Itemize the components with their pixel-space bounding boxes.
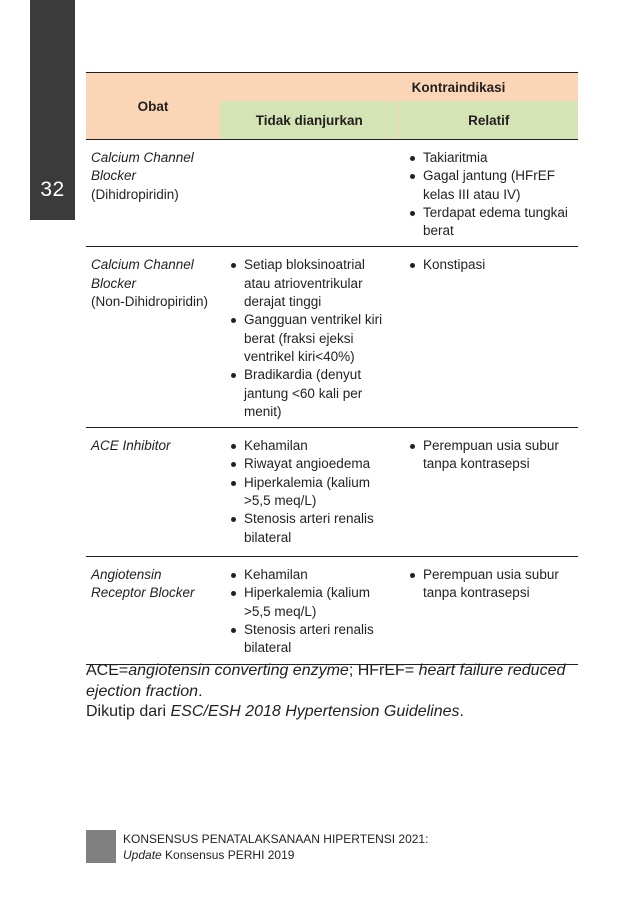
footer-update-word: Update (123, 848, 162, 862)
tidak-dianjurkan-cell (220, 428, 399, 557)
obat-subtype: (Dihidropiridin) (91, 186, 179, 202)
list-item: Stenosis arteri renalis bilateral (225, 510, 393, 547)
obat-cell (86, 140, 220, 247)
tidak-dianjurkan-list (225, 256, 393, 421)
list-item: Setiap bloksinoatrial atau atrioventrikular derajat tinggi (225, 256, 393, 311)
list-item: Riwayat angioedema (225, 455, 393, 473)
note-text-italic: ESC/ESH 2018 Hypertension Guidelines (170, 703, 460, 720)
tidak-dianjurkan-list (225, 566, 393, 657)
list-item: Gagal jantung (HFrEF kelas III atau IV) (404, 167, 572, 204)
note-text-italic: heart failure reduced ejection fraction (86, 662, 566, 700)
abbreviation-note (86, 661, 586, 702)
obat-cell (86, 428, 220, 557)
tidak-dianjurkan-cell (220, 247, 399, 428)
relatif-cell (399, 428, 578, 557)
obat-name: Angiotensin Receptor Blocker (91, 567, 195, 601)
footer-title: KONSENSUS PENATALAKSANAAN HIPERTENSI 2021: (123, 832, 429, 846)
footer (123, 831, 428, 863)
relatif-cell (399, 247, 578, 428)
list-item: Kehamilan (225, 437, 393, 455)
obat-name: Calcium Channel Blocker (91, 150, 194, 184)
header-kontraindikasi: Kontraindikasi (220, 73, 578, 102)
list-item: Hiperkalemia (kalium >5,5 meq/L) (225, 474, 393, 511)
contraindication-table-container (86, 72, 578, 665)
obat-subtype: (Non-Dihidropiridin) (91, 294, 209, 310)
tidak-dianjurkan-cell (220, 557, 399, 664)
table-row (86, 247, 578, 428)
list-item: Bradikardia (denyut jantung <60 kali per menit) (225, 366, 393, 421)
list-item: Terdapat edema tungkai berat (404, 204, 572, 241)
relatif-cell (399, 140, 578, 247)
note-text: . (459, 703, 464, 720)
note-text: Dikutip dari (86, 703, 171, 720)
relatif-list (404, 149, 572, 240)
tidak-dianjurkan-list (225, 437, 393, 547)
obat-cell (86, 247, 220, 428)
table-body (86, 140, 578, 665)
table-row (86, 557, 578, 664)
tidak-dianjurkan-cell (220, 140, 399, 247)
table-row (86, 140, 578, 247)
relatif-cell (399, 557, 578, 664)
list-item: Perempuan usia subur tanpa kontrasepsi (404, 566, 572, 603)
list-item: Gangguan ventrikel kiri berat (fraksi ejeksi ventrikel kiri<40%) (225, 311, 393, 366)
note-text: ; HFrEF= (348, 662, 419, 679)
list-item: Stenosis arteri renalis bilateral (225, 621, 393, 658)
contraindication-table (86, 72, 578, 665)
relatif-list (404, 437, 572, 474)
obat-name: Calcium Channel Blocker (91, 257, 194, 291)
list-item: Konstipasi (404, 256, 572, 274)
note-text: ACE= (86, 662, 129, 679)
source-note (86, 702, 586, 723)
table-row (86, 428, 578, 557)
list-item: Perempuan usia subur tanpa kontrasepsi (404, 437, 572, 474)
obat-name: ACE Inhibitor (91, 438, 171, 454)
list-item: Hiperkalemia (kalium >5,5 meq/L) (225, 584, 393, 621)
footer-subtitle-rest: Konsensus PERHI 2019 (161, 848, 295, 862)
list-item: Kehamilan (225, 566, 393, 584)
footer-subtitle (123, 847, 428, 863)
list-item: Takiaritmia (404, 149, 572, 167)
relatif-list (404, 256, 572, 274)
note-text-italic: angiotensin converting enzyme (128, 662, 349, 679)
page-number: 32 (40, 178, 65, 201)
header-relatif: Relatif (399, 101, 578, 140)
header-obat: Obat (86, 73, 220, 140)
note-text: . (198, 682, 203, 700)
table-footnote (86, 661, 586, 723)
page-number-tab (30, 0, 75, 220)
header-tidak-dianjurkan: Tidak dianjurkan (220, 101, 399, 140)
relatif-list (404, 566, 572, 603)
obat-cell (86, 557, 220, 664)
footer-gray-box (86, 830, 116, 863)
